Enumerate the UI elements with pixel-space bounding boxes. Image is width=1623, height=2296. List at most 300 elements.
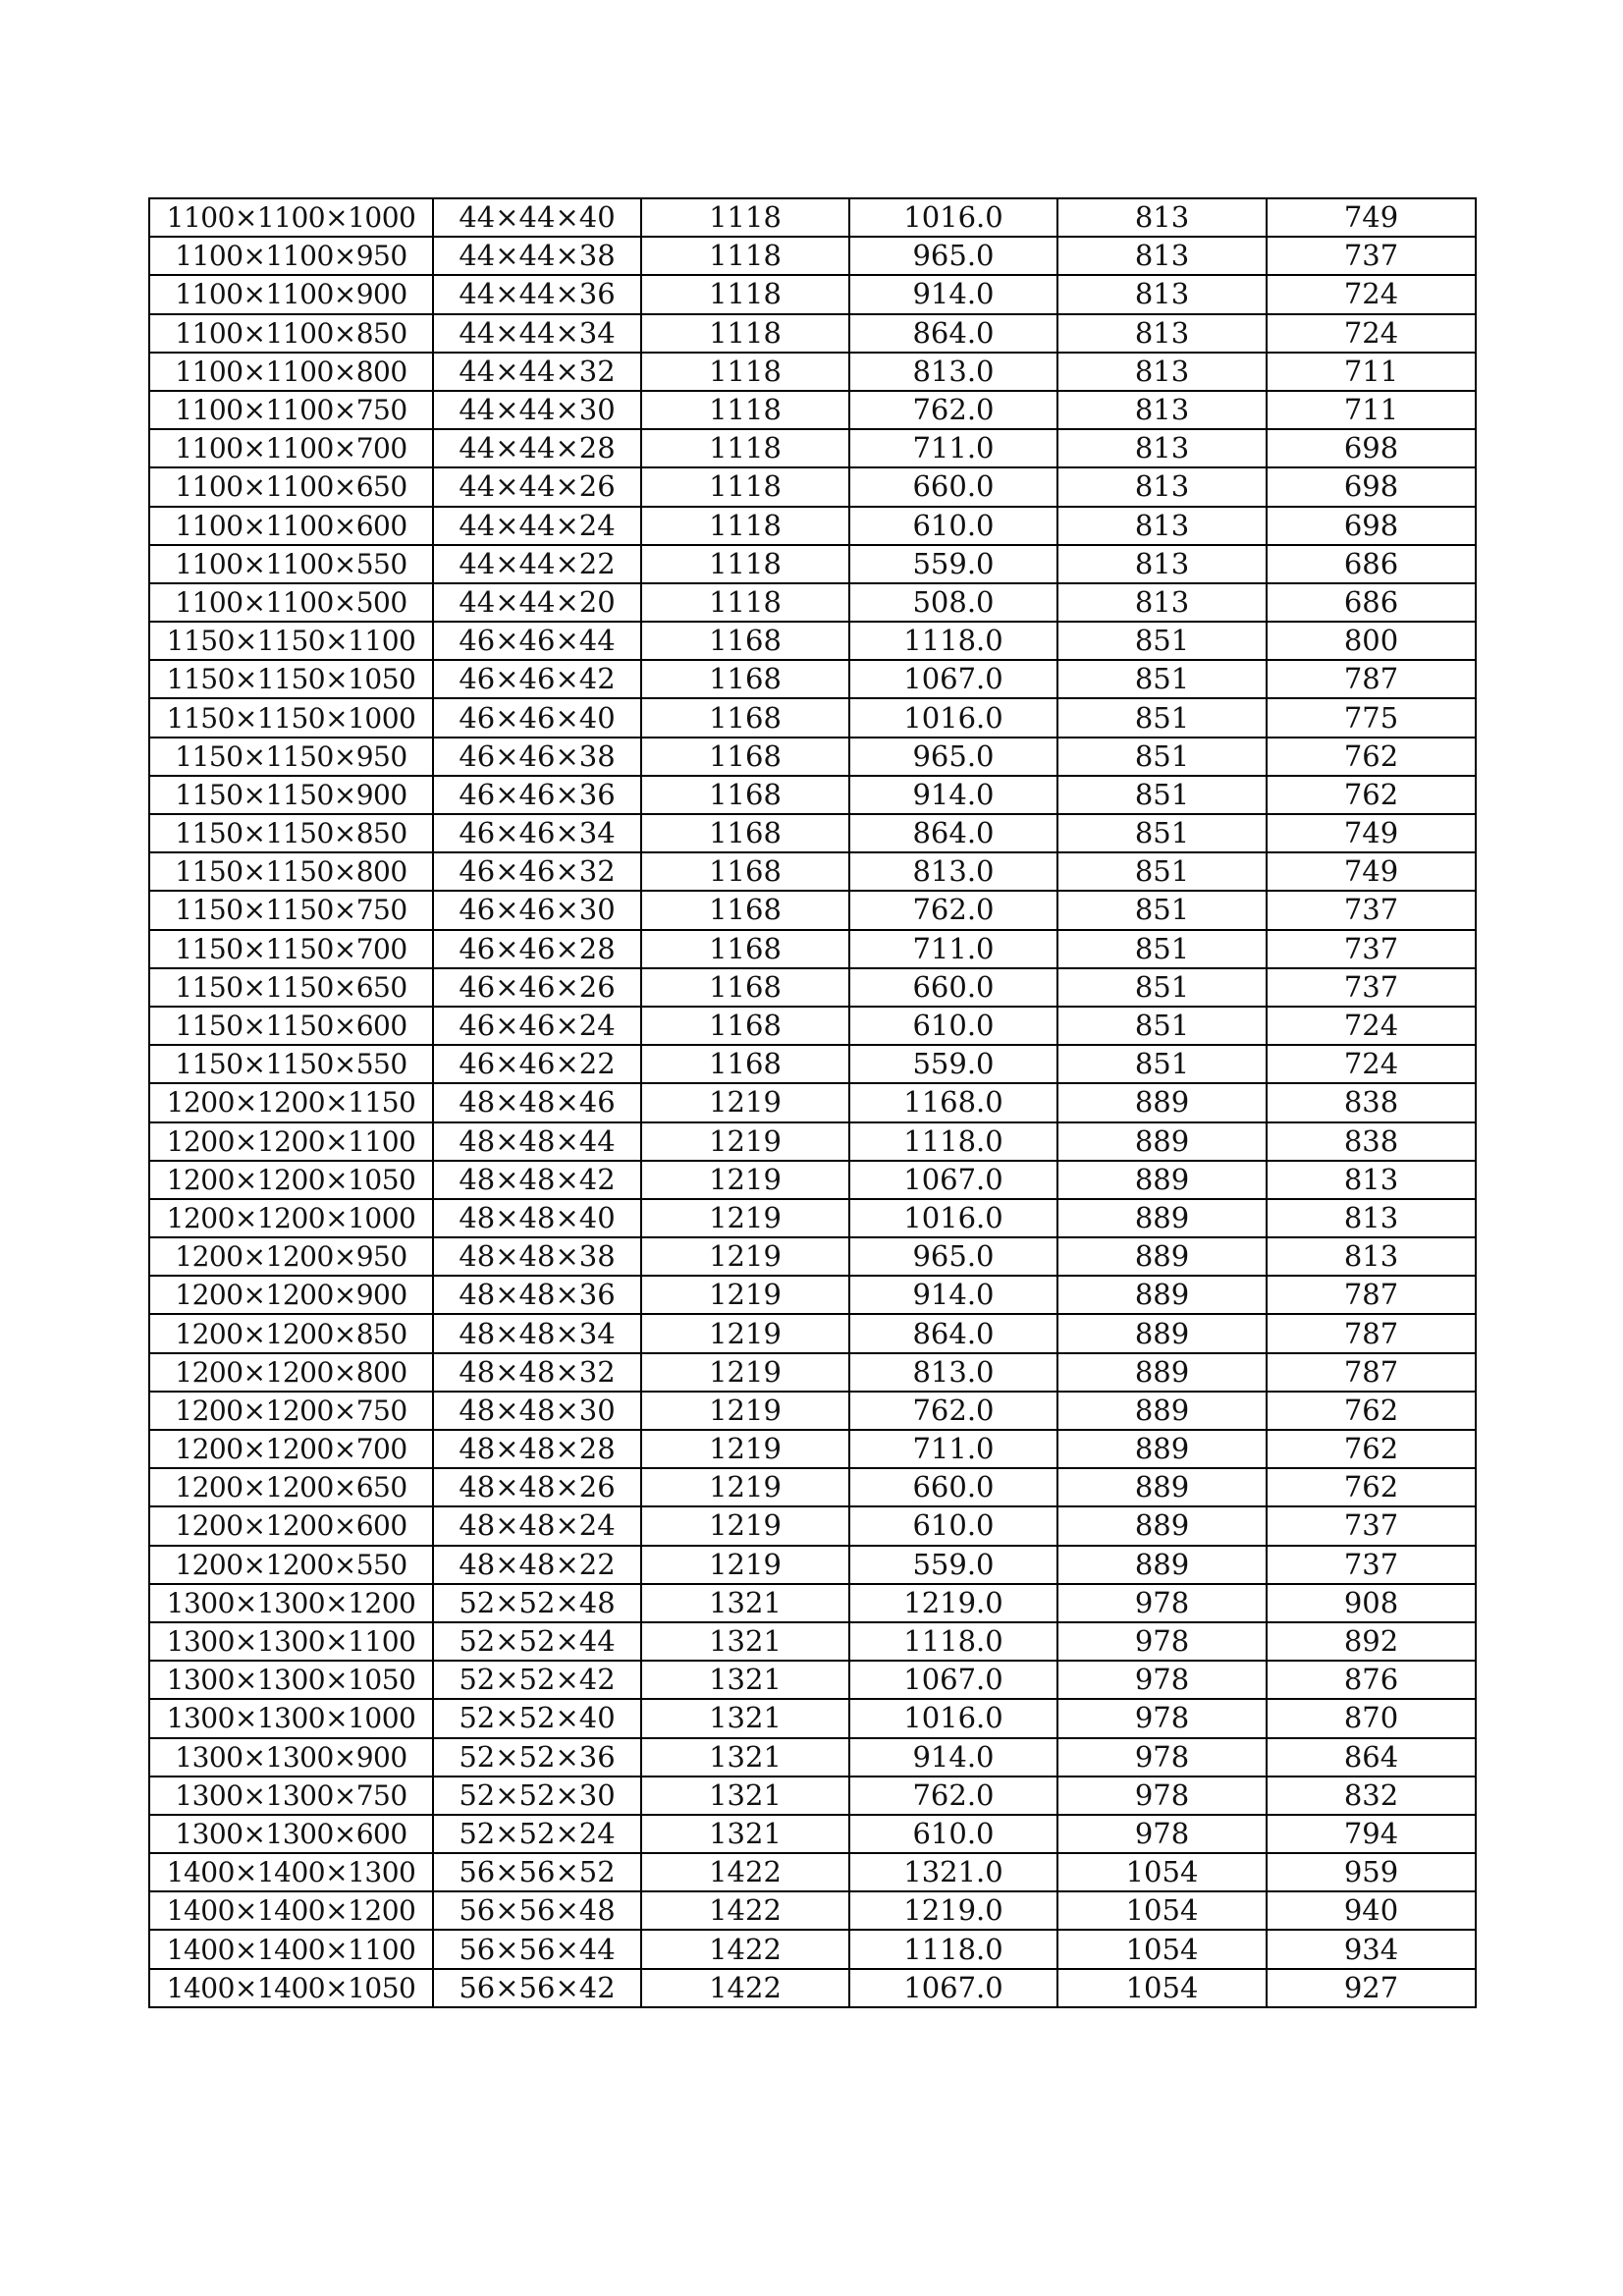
value-d-cell: 724	[1267, 314, 1476, 353]
value-d-cell: 892	[1267, 1622, 1476, 1661]
size-cell: 1100×1100×1000	[149, 198, 433, 237]
value-b-cell: 1067.0	[849, 1161, 1057, 1199]
value-b-cell: 1118.0	[849, 622, 1057, 660]
inch-size-cell: 44×44×20	[433, 583, 641, 622]
value-b-cell: 813.0	[849, 353, 1057, 391]
value-b-cell: 660.0	[849, 467, 1057, 506]
table-row	[149, 237, 1476, 275]
size-cell: 1300×1300×750	[149, 1777, 433, 1815]
inch-size-cell: 44×44×26	[433, 467, 641, 506]
value-b-cell: 1016.0	[849, 698, 1057, 737]
value-a-cell: 1118	[641, 391, 849, 429]
value-a-cell: 1219	[641, 1276, 849, 1314]
value-a-cell: 1118	[641, 353, 849, 391]
size-cell: 1100×1100×600	[149, 507, 433, 545]
value-c-cell: 889	[1057, 1353, 1267, 1392]
value-d-cell: 737	[1267, 930, 1476, 968]
table-row	[149, 583, 1476, 622]
value-b-cell: 914.0	[849, 776, 1057, 814]
value-a-cell: 1168	[641, 891, 849, 929]
value-c-cell: 978	[1057, 1738, 1267, 1777]
value-b-cell: 965.0	[849, 1237, 1057, 1276]
table-row	[149, 660, 1476, 698]
value-a-cell: 1219	[641, 1199, 849, 1237]
value-a-cell: 1168	[641, 1045, 849, 1083]
size-cell: 1150×1150×750	[149, 891, 433, 929]
inch-size-cell: 46×46×38	[433, 738, 641, 776]
value-b-cell: 610.0	[849, 507, 1057, 545]
inch-size-cell: 44×44×30	[433, 391, 641, 429]
value-d-cell: 800	[1267, 622, 1476, 660]
inch-size-cell: 52×52×30	[433, 1777, 641, 1815]
table-row	[149, 1699, 1476, 1737]
value-a-cell: 1219	[641, 1468, 849, 1506]
value-a-cell: 1168	[641, 698, 849, 737]
size-cell: 1100×1100×950	[149, 237, 433, 275]
inch-size-cell: 48×48×42	[433, 1161, 641, 1199]
table-row	[149, 429, 1476, 467]
value-c-cell: 851	[1057, 930, 1267, 968]
value-c-cell: 1054	[1057, 1853, 1267, 1891]
value-c-cell: 813	[1057, 583, 1267, 622]
size-cell: 1400×1400×1100	[149, 1930, 433, 1968]
value-c-cell: 813	[1057, 275, 1267, 313]
inch-size-cell: 46×46×40	[433, 698, 641, 737]
value-a-cell: 1422	[641, 1853, 849, 1891]
size-cell: 1200×1200×650	[149, 1468, 433, 1506]
value-b-cell: 1067.0	[849, 660, 1057, 698]
value-c-cell: 851	[1057, 968, 1267, 1007]
size-cell: 1100×1100×650	[149, 467, 433, 506]
inch-size-cell: 48×48×36	[433, 1276, 641, 1314]
value-b-cell: 864.0	[849, 1314, 1057, 1352]
table-row	[149, 776, 1476, 814]
value-c-cell: 851	[1057, 852, 1267, 891]
value-b-cell: 965.0	[849, 738, 1057, 776]
value-a-cell: 1321	[641, 1738, 849, 1777]
table-row	[149, 1237, 1476, 1276]
value-a-cell: 1168	[641, 852, 849, 891]
inch-size-cell: 48×48×32	[433, 1353, 641, 1392]
inch-size-cell: 46×46×36	[433, 776, 641, 814]
size-cell: 1150×1150×600	[149, 1007, 433, 1045]
inch-size-cell: 48×48×40	[433, 1199, 641, 1237]
value-c-cell: 889	[1057, 1506, 1267, 1545]
value-d-cell: 737	[1267, 1506, 1476, 1545]
inch-size-cell: 52×52×36	[433, 1738, 641, 1777]
size-cell: 1100×1100×550	[149, 545, 433, 583]
value-a-cell: 1118	[641, 275, 849, 313]
value-a-cell: 1219	[641, 1506, 849, 1545]
value-d-cell: 927	[1267, 1969, 1476, 2007]
value-d-cell: 711	[1267, 353, 1476, 391]
size-cell: 1400×1400×1050	[149, 1969, 433, 2007]
value-d-cell: 787	[1267, 1276, 1476, 1314]
value-c-cell: 813	[1057, 198, 1267, 237]
inch-size-cell: 56×56×42	[433, 1969, 641, 2007]
value-b-cell: 1067.0	[849, 1969, 1057, 2007]
value-a-cell: 1168	[641, 776, 849, 814]
table-row	[149, 1622, 1476, 1661]
table-row	[149, 1430, 1476, 1468]
value-b-cell: 1016.0	[849, 1199, 1057, 1237]
value-c-cell: 813	[1057, 353, 1267, 391]
value-a-cell: 1168	[641, 930, 849, 968]
value-b-cell: 965.0	[849, 237, 1057, 275]
value-a-cell: 1219	[641, 1392, 849, 1430]
value-d-cell: 762	[1267, 1468, 1476, 1506]
value-c-cell: 1054	[1057, 1969, 1267, 2007]
table-row	[149, 314, 1476, 353]
table-row	[149, 1122, 1476, 1161]
inch-size-cell: 48×48×30	[433, 1392, 641, 1430]
value-a-cell: 1321	[641, 1622, 849, 1661]
value-c-cell: 851	[1057, 776, 1267, 814]
value-a-cell: 1422	[641, 1891, 849, 1930]
inch-size-cell: 44×44×24	[433, 507, 641, 545]
value-a-cell: 1422	[641, 1969, 849, 2007]
inch-size-cell: 44×44×38	[433, 237, 641, 275]
value-c-cell: 889	[1057, 1430, 1267, 1468]
inch-size-cell: 56×56×48	[433, 1891, 641, 1930]
value-d-cell: 762	[1267, 738, 1476, 776]
value-d-cell: 724	[1267, 1007, 1476, 1045]
value-c-cell: 1054	[1057, 1930, 1267, 1968]
value-d-cell: 876	[1267, 1661, 1476, 1699]
size-cell: 1150×1150×1050	[149, 660, 433, 698]
value-b-cell: 610.0	[849, 1815, 1057, 1853]
inch-size-cell: 56×56×52	[433, 1853, 641, 1891]
inch-size-cell: 46×46×44	[433, 622, 641, 660]
value-a-cell: 1321	[641, 1699, 849, 1737]
inch-size-cell: 46×46×30	[433, 891, 641, 929]
value-c-cell: 889	[1057, 1122, 1267, 1161]
value-c-cell: 813	[1057, 391, 1267, 429]
value-b-cell: 813.0	[849, 1353, 1057, 1392]
value-b-cell: 610.0	[849, 1506, 1057, 1545]
table-row	[149, 930, 1476, 968]
size-cell: 1200×1200×800	[149, 1353, 433, 1392]
size-cell: 1150×1150×800	[149, 852, 433, 891]
value-b-cell: 1118.0	[849, 1930, 1057, 1968]
value-d-cell: 762	[1267, 1430, 1476, 1468]
value-b-cell: 1219.0	[849, 1584, 1057, 1622]
table-row	[149, 198, 1476, 237]
table-row	[149, 852, 1476, 891]
size-cell: 1100×1100×850	[149, 314, 433, 353]
size-cell: 1150×1150×650	[149, 968, 433, 1007]
size-cell: 1100×1100×900	[149, 275, 433, 313]
value-d-cell: 787	[1267, 1353, 1476, 1392]
size-cell: 1300×1300×1050	[149, 1661, 433, 1699]
table-row	[149, 968, 1476, 1007]
value-b-cell: 762.0	[849, 1392, 1057, 1430]
value-d-cell: 940	[1267, 1891, 1476, 1930]
table-row	[149, 1276, 1476, 1314]
size-cell: 1200×1200×750	[149, 1392, 433, 1430]
value-a-cell: 1321	[641, 1815, 849, 1853]
size-cell: 1200×1200×900	[149, 1276, 433, 1314]
size-cell: 1200×1200×850	[149, 1314, 433, 1352]
value-c-cell: 851	[1057, 660, 1267, 698]
table-row	[149, 1891, 1476, 1930]
value-b-cell: 660.0	[849, 1468, 1057, 1506]
size-cell: 1300×1300×1100	[149, 1622, 433, 1661]
value-b-cell: 1067.0	[849, 1661, 1057, 1699]
value-d-cell: 908	[1267, 1584, 1476, 1622]
value-c-cell: 851	[1057, 698, 1267, 737]
value-d-cell: 864	[1267, 1738, 1476, 1777]
inch-size-cell: 46×46×28	[433, 930, 641, 968]
value-d-cell: 762	[1267, 776, 1476, 814]
inch-size-cell: 48×48×34	[433, 1314, 641, 1352]
size-cell: 1200×1200×1150	[149, 1083, 433, 1121]
inch-size-cell: 46×46×24	[433, 1007, 641, 1045]
value-d-cell: 686	[1267, 545, 1476, 583]
inch-size-cell: 48×48×24	[433, 1506, 641, 1545]
value-c-cell: 978	[1057, 1699, 1267, 1737]
table-row	[149, 467, 1476, 506]
inch-size-cell: 44×44×34	[433, 314, 641, 353]
size-cell: 1100×1100×750	[149, 391, 433, 429]
size-cell: 1400×1400×1300	[149, 1853, 433, 1891]
table-row	[149, 1506, 1476, 1545]
value-d-cell: 737	[1267, 968, 1476, 1007]
table-row	[149, 1199, 1476, 1237]
inch-size-cell: 48×48×26	[433, 1468, 641, 1506]
value-c-cell: 889	[1057, 1392, 1267, 1430]
size-cell: 1150×1150×850	[149, 814, 433, 852]
size-cell: 1200×1200×600	[149, 1506, 433, 1545]
value-b-cell: 914.0	[849, 275, 1057, 313]
value-d-cell: 787	[1267, 1314, 1476, 1352]
table-row	[149, 622, 1476, 660]
value-b-cell: 508.0	[849, 583, 1057, 622]
value-d-cell: 749	[1267, 814, 1476, 852]
table-row	[149, 1738, 1476, 1777]
value-a-cell: 1118	[641, 198, 849, 237]
inch-size-cell: 48×48×46	[433, 1083, 641, 1121]
value-b-cell: 762.0	[849, 1777, 1057, 1815]
table-row	[149, 1546, 1476, 1584]
value-c-cell: 889	[1057, 1083, 1267, 1121]
value-b-cell: 1321.0	[849, 1853, 1057, 1891]
value-a-cell: 1219	[641, 1161, 849, 1199]
value-d-cell: 838	[1267, 1122, 1476, 1161]
inch-size-cell: 48×48×28	[433, 1430, 641, 1468]
value-c-cell: 813	[1057, 507, 1267, 545]
value-a-cell: 1118	[641, 507, 849, 545]
inch-size-cell: 44×44×36	[433, 275, 641, 313]
value-c-cell: 851	[1057, 814, 1267, 852]
value-d-cell: 775	[1267, 698, 1476, 737]
size-cell: 1200×1200×1000	[149, 1199, 433, 1237]
size-cell: 1300×1300×600	[149, 1815, 433, 1853]
size-cell: 1200×1200×550	[149, 1546, 433, 1584]
value-a-cell: 1321	[641, 1661, 849, 1699]
value-a-cell: 1118	[641, 429, 849, 467]
size-cell: 1200×1200×1100	[149, 1122, 433, 1161]
table-row	[149, 1815, 1476, 1853]
value-a-cell: 1219	[641, 1122, 849, 1161]
value-c-cell: 889	[1057, 1199, 1267, 1237]
value-a-cell: 1219	[641, 1083, 849, 1121]
table-row	[149, 1353, 1476, 1392]
inch-size-cell: 44×44×32	[433, 353, 641, 391]
value-b-cell: 914.0	[849, 1738, 1057, 1777]
value-b-cell: 1118.0	[849, 1122, 1057, 1161]
value-d-cell: 794	[1267, 1815, 1476, 1853]
inch-size-cell: 52×52×42	[433, 1661, 641, 1699]
value-a-cell: 1219	[641, 1353, 849, 1392]
table-row	[149, 391, 1476, 429]
value-b-cell: 559.0	[849, 1045, 1057, 1083]
value-c-cell: 851	[1057, 1007, 1267, 1045]
value-b-cell: 559.0	[849, 545, 1057, 583]
value-b-cell: 711.0	[849, 1430, 1057, 1468]
size-cell: 1150×1150×700	[149, 930, 433, 968]
value-c-cell: 813	[1057, 545, 1267, 583]
size-cell: 1400×1400×1200	[149, 1891, 433, 1930]
value-a-cell: 1118	[641, 467, 849, 506]
table-row	[149, 1584, 1476, 1622]
value-b-cell: 914.0	[849, 1276, 1057, 1314]
value-c-cell: 978	[1057, 1622, 1267, 1661]
value-a-cell: 1321	[641, 1777, 849, 1815]
inch-size-cell: 44×44×40	[433, 198, 641, 237]
value-d-cell: 813	[1267, 1199, 1476, 1237]
value-a-cell: 1168	[641, 622, 849, 660]
value-c-cell: 851	[1057, 1045, 1267, 1083]
value-c-cell: 1054	[1057, 1891, 1267, 1930]
value-d-cell: 959	[1267, 1853, 1476, 1891]
inch-size-cell: 44×44×28	[433, 429, 641, 467]
data-table	[148, 197, 1477, 2008]
value-d-cell: 749	[1267, 198, 1476, 237]
table-row	[149, 1661, 1476, 1699]
value-b-cell: 1219.0	[849, 1891, 1057, 1930]
value-c-cell: 889	[1057, 1161, 1267, 1199]
inch-size-cell: 46×46×34	[433, 814, 641, 852]
value-a-cell: 1118	[641, 583, 849, 622]
value-c-cell: 851	[1057, 738, 1267, 776]
table-row	[149, 507, 1476, 545]
value-d-cell: 686	[1267, 583, 1476, 622]
table-row	[149, 353, 1476, 391]
value-c-cell: 978	[1057, 1815, 1267, 1853]
value-c-cell: 851	[1057, 622, 1267, 660]
size-cell: 1100×1100×700	[149, 429, 433, 467]
value-d-cell: 749	[1267, 852, 1476, 891]
table-row	[149, 1468, 1476, 1506]
table-row	[149, 1930, 1476, 1968]
size-cell: 1100×1100×500	[149, 583, 433, 622]
table-body	[149, 198, 1476, 2007]
table-row	[149, 1161, 1476, 1199]
size-cell: 1300×1300×1200	[149, 1584, 433, 1622]
value-b-cell: 660.0	[849, 968, 1057, 1007]
inch-size-cell: 48×48×22	[433, 1546, 641, 1584]
value-b-cell: 813.0	[849, 852, 1057, 891]
value-a-cell: 1219	[641, 1546, 849, 1584]
size-cell: 1200×1200×950	[149, 1237, 433, 1276]
value-d-cell: 762	[1267, 1392, 1476, 1430]
value-d-cell: 787	[1267, 660, 1476, 698]
value-c-cell: 813	[1057, 467, 1267, 506]
table-row	[149, 891, 1476, 929]
value-a-cell: 1219	[641, 1237, 849, 1276]
value-c-cell: 889	[1057, 1276, 1267, 1314]
value-d-cell: 698	[1267, 467, 1476, 506]
inch-size-cell: 56×56×44	[433, 1930, 641, 1968]
table-row	[149, 1392, 1476, 1430]
inch-size-cell: 46×46×22	[433, 1045, 641, 1083]
table-row	[149, 1853, 1476, 1891]
inch-size-cell: 48×48×38	[433, 1237, 641, 1276]
size-cell: 1150×1150×900	[149, 776, 433, 814]
value-a-cell: 1168	[641, 1007, 849, 1045]
value-a-cell: 1168	[641, 738, 849, 776]
value-d-cell: 724	[1267, 1045, 1476, 1083]
value-c-cell: 889	[1057, 1468, 1267, 1506]
value-a-cell: 1118	[641, 237, 849, 275]
value-b-cell: 559.0	[849, 1546, 1057, 1584]
size-cell: 1200×1200×1050	[149, 1161, 433, 1199]
size-cell: 1300×1300×900	[149, 1738, 433, 1777]
value-b-cell: 1016.0	[849, 198, 1057, 237]
value-b-cell: 762.0	[849, 891, 1057, 929]
inch-size-cell: 44×44×22	[433, 545, 641, 583]
inch-size-cell: 52×52×24	[433, 1815, 641, 1853]
value-a-cell: 1168	[641, 814, 849, 852]
value-c-cell: 813	[1057, 429, 1267, 467]
value-b-cell: 711.0	[849, 930, 1057, 968]
value-b-cell: 1118.0	[849, 1622, 1057, 1661]
value-d-cell: 832	[1267, 1777, 1476, 1815]
value-b-cell: 1168.0	[849, 1083, 1057, 1121]
value-d-cell: 838	[1267, 1083, 1476, 1121]
value-a-cell: 1321	[641, 1584, 849, 1622]
value-d-cell: 711	[1267, 391, 1476, 429]
value-d-cell: 870	[1267, 1699, 1476, 1737]
value-a-cell: 1168	[641, 968, 849, 1007]
value-d-cell: 737	[1267, 1546, 1476, 1584]
value-a-cell: 1168	[641, 660, 849, 698]
size-cell: 1100×1100×800	[149, 353, 433, 391]
value-b-cell: 864.0	[849, 814, 1057, 852]
value-d-cell: 698	[1267, 429, 1476, 467]
value-a-cell: 1219	[641, 1430, 849, 1468]
value-a-cell: 1219	[641, 1314, 849, 1352]
table-row	[149, 1045, 1476, 1083]
value-a-cell: 1118	[641, 545, 849, 583]
value-b-cell: 762.0	[849, 391, 1057, 429]
inch-size-cell: 48×48×44	[433, 1122, 641, 1161]
table-row	[149, 1777, 1476, 1815]
value-c-cell: 813	[1057, 237, 1267, 275]
table-row	[149, 545, 1476, 583]
value-a-cell: 1422	[641, 1930, 849, 1968]
inch-size-cell: 52×52×44	[433, 1622, 641, 1661]
value-c-cell: 978	[1057, 1584, 1267, 1622]
table-row	[149, 1007, 1476, 1045]
table-row	[149, 275, 1476, 313]
size-cell: 1300×1300×1000	[149, 1699, 433, 1737]
inch-size-cell: 52×52×40	[433, 1699, 641, 1737]
value-c-cell: 889	[1057, 1546, 1267, 1584]
value-d-cell: 934	[1267, 1930, 1476, 1968]
value-c-cell: 978	[1057, 1661, 1267, 1699]
